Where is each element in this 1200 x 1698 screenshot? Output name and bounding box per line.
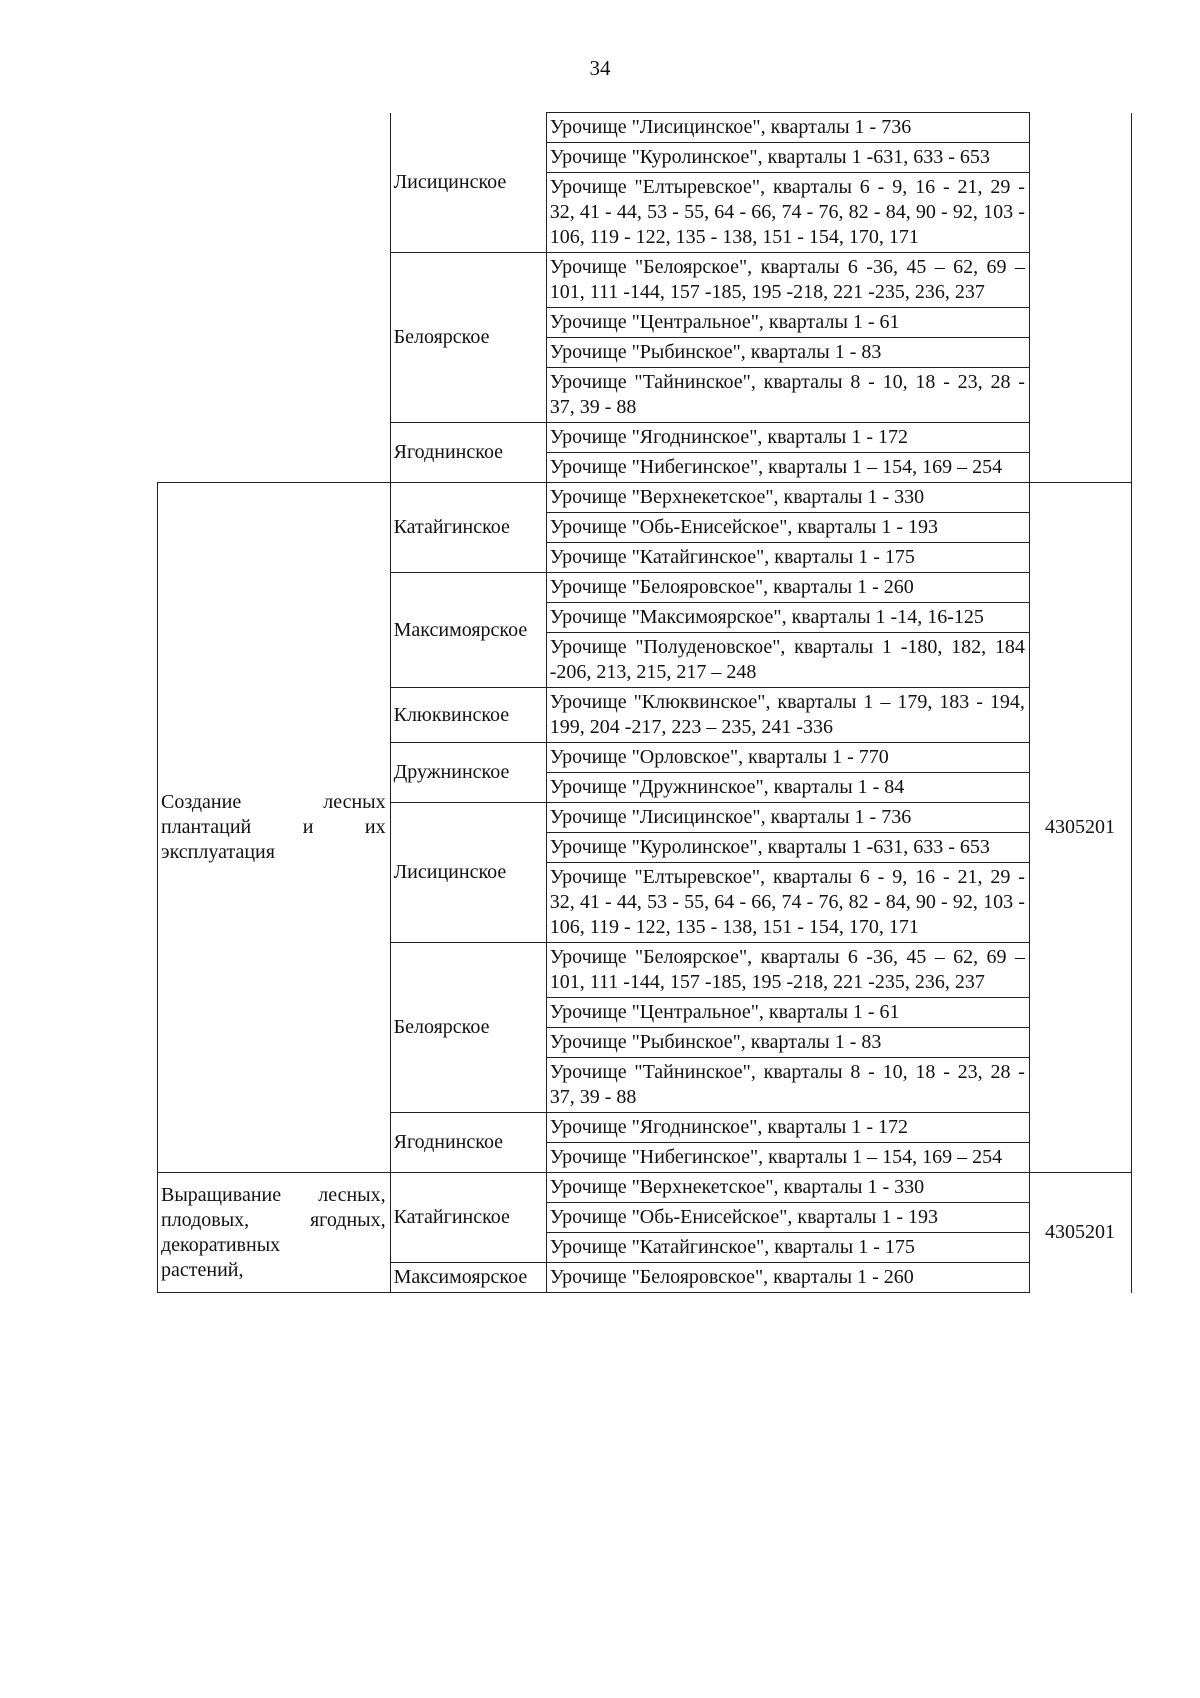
tract-description: Урочище "Дружнинское", кварталы 1 - 84: [546, 773, 1029, 803]
tract-description: Урочище "Центральное", кварталы 1 - 61: [546, 998, 1029, 1028]
tract-description: Урочище "Белояровское", кварталы 1 - 260: [546, 573, 1029, 603]
tract-description: Урочище "Елтыревское", кварталы 6 - 9, 16 - 21, 29 - 32, 41 - 44, 53 - 55, 64 - 66, 74 - 76, 82 - 84, 90 - 92, 103 - 106, 119 - 122, 135 - 138, 151 - 154, 170, 171: [546, 863, 1029, 943]
forestry-name: Клюквинское: [390, 688, 546, 743]
tract-description: Урочище "Тайнинское", кварталы 8 - 10, 18 - 23, 28 - 37, 39 - 88: [546, 1058, 1029, 1113]
tract-description: Урочище "Нибегинское", кварталы 1 – 154, 169 – 254: [546, 1143, 1029, 1173]
table-body: [158, 113, 1132, 1293]
table-row: [158, 113, 1132, 143]
tract-description: Урочище "Елтыревское", кварталы 6 - 9, 16 - 21, 29 - 32, 41 - 44, 53 - 55, 64 - 66, 74 - 76, 82 - 84, 90 - 92, 103 - 106, 119 - 122, 135 - 138, 151 - 154, 170, 171: [546, 173, 1029, 253]
code-cell: [1029, 113, 1131, 483]
tract-description: Урочище "Верхнекетское", кварталы 1 - 330: [546, 1173, 1029, 1203]
forest-use-table: [157, 112, 1132, 1293]
tract-description: Урочище "Обь-Енисейское", кварталы 1 - 193: [546, 1203, 1029, 1233]
tract-description: Урочище "Нибегинское", кварталы 1 – 154, 169 – 254: [546, 453, 1029, 483]
tract-description: Урочище "Куролинское", кварталы 1 -631, 633 - 653: [546, 143, 1029, 173]
activity-text-line: эксплуатация: [161, 841, 275, 863]
page-number: 34: [589, 56, 611, 80]
forestry-name: Белоярское: [390, 943, 546, 1113]
activity-text-line: плантаций и их: [161, 816, 386, 838]
tract-description: Урочище "Обь-Енисейское", кварталы 1 - 193: [546, 513, 1029, 543]
activity-text-line: Создание лесных: [161, 791, 386, 813]
tract-description: Урочище "Катайгинское", кварталы 1 - 175: [546, 1233, 1029, 1263]
forestry-name: Лисицинское: [390, 113, 546, 253]
forestry-name: Катайгинское: [390, 483, 546, 573]
forestry-name: Лисицинское: [390, 803, 546, 943]
table-row: [158, 1173, 1132, 1203]
tract-description: Урочище "Тайнинское", кварталы 8 - 10, 18 - 23, 28 - 37, 39 - 88: [546, 368, 1029, 423]
activity-text-line: растений,: [161, 1258, 244, 1281]
forestry-name: Ягоднинское: [390, 423, 546, 483]
tract-description: Урочище "Клюквинское", кварталы 1 – 179, 183 - 194, 199, 204 -217, 223 – 235, 241 -336: [546, 688, 1029, 743]
tract-description: Урочище "Ягоднинское", кварталы 1 - 172: [546, 423, 1029, 453]
tract-description: Урочище "Максимоярское", кварталы 1 -14, 16-125: [546, 603, 1029, 633]
tract-description: Урочище "Белоярское", кварталы 6 -36, 45 – 62, 69 – 101, 111 -144, 157 -185, 195 -218, 221 -235, 236, 237: [546, 253, 1029, 308]
tract-description: Урочище "Орловское", кварталы 1 - 770: [546, 743, 1029, 773]
forestry-name: Ягоднинское: [390, 1113, 546, 1173]
tract-description: Урочище "Полуденовское", кварталы 1 -180, 182, 184 -206, 213, 215, 217 – 248: [546, 633, 1029, 688]
activity-text-line: Выращивание лесных,: [161, 1183, 386, 1206]
code-cell: 4305201: [1029, 1173, 1131, 1293]
tract-description: Урочище "Рыбинское", кварталы 1 - 83: [546, 1028, 1029, 1058]
activity-cell: [158, 1173, 391, 1293]
forestry-name: Максимоярское: [390, 573, 546, 688]
table-row: [158, 483, 1132, 513]
forestry-name: Белоярское: [390, 253, 546, 423]
tract-description: Урочище "Куролинское", кварталы 1 -631, 633 - 653: [546, 833, 1029, 863]
tract-description: Урочище "Белояровское", кварталы 1 - 260: [546, 1263, 1029, 1293]
tract-description: Урочище "Лисицинское", кварталы 1 - 736: [546, 113, 1029, 143]
tract-description: Урочище "Рыбинское", кварталы 1 - 83: [546, 338, 1029, 368]
activity-cell: [158, 113, 391, 483]
code-cell: 4305201: [1029, 483, 1131, 1173]
tract-description: Урочище "Катайгинское", кварталы 1 - 175: [546, 543, 1029, 573]
tract-description: Урочище "Центральное", кварталы 1 - 61: [546, 308, 1029, 338]
activity-text-line: декоративных: [161, 1233, 281, 1256]
tract-description: Урочище "Лисицинское", кварталы 1 - 736: [546, 803, 1029, 833]
tract-description: Урочище "Белоярское", кварталы 6 -36, 45 – 62, 69 – 101, 111 -144, 157 -185, 195 -218, 221 -235, 236, 237: [546, 943, 1029, 998]
activity-text-line: плодовых, ягодных,: [161, 1208, 386, 1231]
forestry-name: Дружнинское: [390, 743, 546, 803]
tract-description: Урочище "Верхнекетское", кварталы 1 - 330: [546, 483, 1029, 513]
activity-cell: [158, 483, 391, 1173]
tract-description: Урочище "Ягоднинское", кварталы 1 - 172: [546, 1113, 1029, 1143]
forestry-name: Максимоярское: [390, 1263, 546, 1293]
forestry-name: Катайгинское: [390, 1173, 546, 1263]
